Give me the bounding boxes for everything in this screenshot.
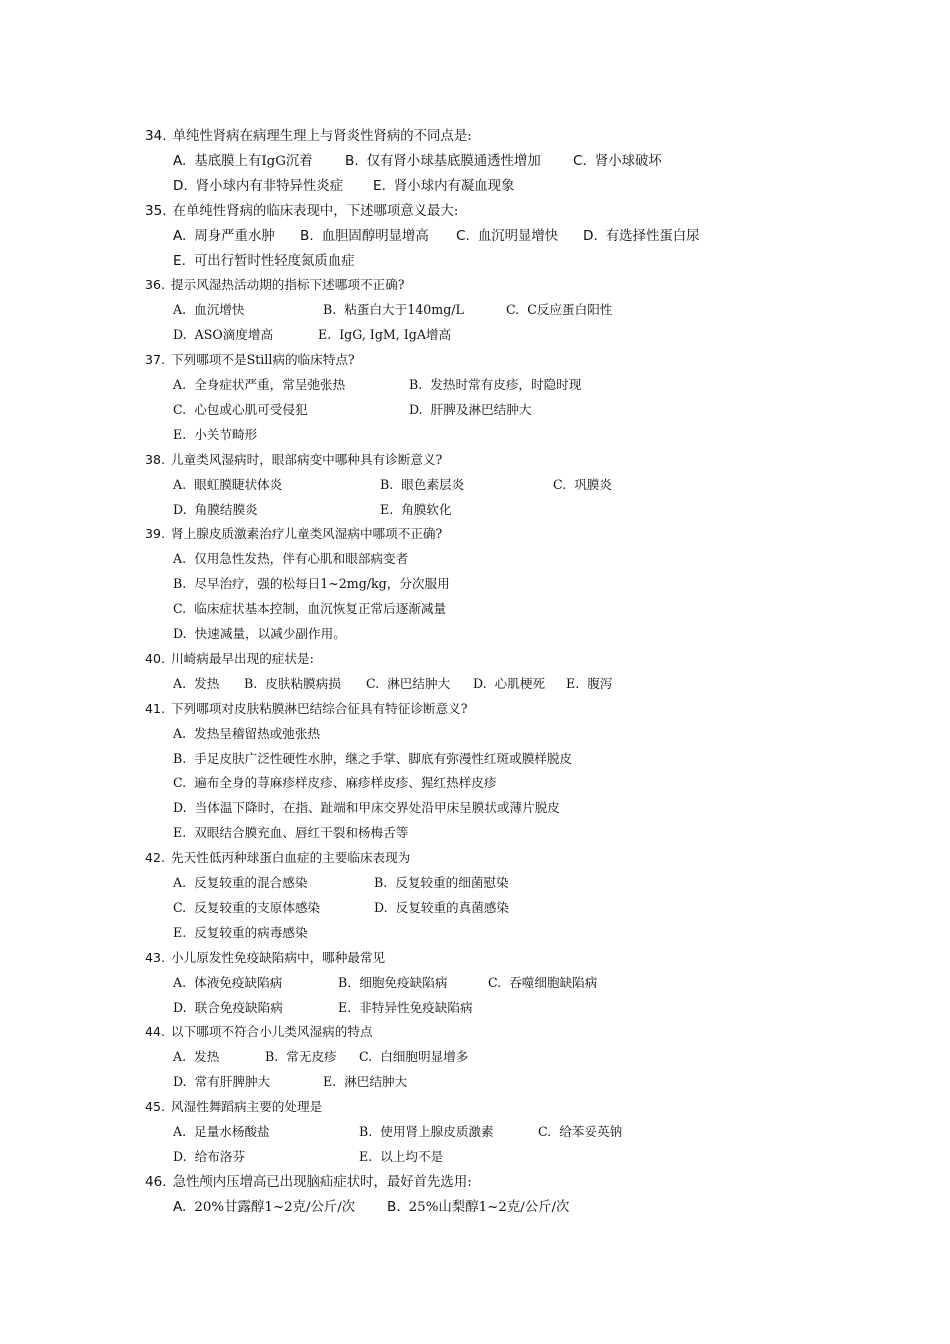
answer-option[interactable] xyxy=(173,725,320,743)
option-label: D. xyxy=(173,1149,187,1164)
option-label: C. xyxy=(506,302,520,317)
option-label: C. xyxy=(573,153,587,169)
answer-option[interactable] xyxy=(173,899,320,917)
option-text: 白细胞明显增多 xyxy=(380,1049,469,1064)
option-label: C. xyxy=(366,676,380,691)
option-label: B. xyxy=(387,1199,401,1215)
option-text: 心包或心肌可受侵犯 xyxy=(194,402,308,417)
answer-option[interactable] xyxy=(359,1123,494,1141)
answer-option[interactable] xyxy=(323,301,464,319)
option-text: 尽早治疗，强的松每日1~2mg/kg，分次服用 xyxy=(194,576,450,591)
answer-option[interactable] xyxy=(359,1048,468,1066)
option-text: 反复较重的病毒感染 xyxy=(194,925,308,940)
question-stem xyxy=(145,451,442,469)
question-number: 41. xyxy=(145,701,166,716)
option-label: C. xyxy=(173,775,187,790)
option-label: D. xyxy=(173,800,187,815)
question-text: 川崎病最早出现的症状是: xyxy=(171,651,314,666)
option-label: D. xyxy=(173,1000,187,1015)
option-text: 发热呈稽留热或弛张热 xyxy=(194,726,321,741)
option-label: E. xyxy=(380,502,394,517)
answer-option[interactable] xyxy=(345,152,541,171)
option-text: 血沉增快 xyxy=(194,302,245,317)
option-text: 肾小球内有凝血现象 xyxy=(393,179,515,194)
question-stem xyxy=(145,849,410,867)
answer-option[interactable] xyxy=(173,799,560,817)
answer-option[interactable] xyxy=(366,675,450,693)
option-text: 肾小球内有非特异性炎症 xyxy=(195,179,344,194)
option-label: E. xyxy=(323,1074,337,1089)
option-label: E. xyxy=(173,925,187,940)
option-text: 血沉明显增快 xyxy=(477,229,559,244)
option-label: B. xyxy=(300,228,314,244)
question-stem xyxy=(145,202,458,220)
option-label: B. xyxy=(409,377,423,392)
option-label: B. xyxy=(265,1049,279,1064)
answer-option[interactable] xyxy=(553,476,612,494)
option-text: 细胞免疫缺陷病 xyxy=(359,975,448,990)
answer-option[interactable] xyxy=(583,227,700,246)
answer-option[interactable] xyxy=(566,675,612,693)
option-label: D. xyxy=(173,502,187,517)
option-text: 反复较重的支原体感染 xyxy=(194,900,321,915)
option-label: C. xyxy=(488,975,502,990)
option-text: 给苯妥英钠 xyxy=(559,1124,623,1139)
answer-option[interactable] xyxy=(488,974,597,992)
answer-option[interactable] xyxy=(173,924,308,942)
option-label: B. xyxy=(359,1124,373,1139)
answer-option[interactable] xyxy=(173,1073,270,1091)
option-label: B. xyxy=(380,477,394,492)
question-number: 46. xyxy=(145,1174,167,1190)
question-text: 小儿原发性免疫缺陷病中，哪种最常见 xyxy=(171,950,386,965)
option-label: E. xyxy=(173,825,187,840)
answer-option[interactable] xyxy=(338,999,473,1017)
option-text: 淋巴结肿大 xyxy=(344,1074,408,1089)
option-label: E. xyxy=(318,327,332,342)
option-label: B. xyxy=(323,302,337,317)
option-label: D. xyxy=(173,327,187,342)
option-text: 反复较重的混合感染 xyxy=(194,875,308,890)
option-text: 常有肝脾肿大 xyxy=(194,1074,271,1089)
question-text: 儿童类风湿病时，眼部病变中哪种具有诊断意义? xyxy=(171,452,443,467)
option-label: B. xyxy=(345,153,359,169)
answer-option[interactable] xyxy=(409,376,581,394)
answer-option[interactable] xyxy=(374,874,509,892)
option-text: 角膜软化 xyxy=(401,502,452,517)
option-text: 发热 xyxy=(194,676,220,691)
answer-option[interactable] xyxy=(323,1073,407,1091)
answer-option[interactable] xyxy=(173,675,219,693)
answer-option[interactable] xyxy=(173,252,355,271)
answer-option[interactable] xyxy=(173,476,282,494)
option-text: 临床症状基本控制，血沉恢复正常后逐渐减量 xyxy=(194,601,447,616)
question-text: 风湿性舞蹈病主要的处理是 xyxy=(171,1099,323,1114)
answer-option[interactable] xyxy=(173,1198,355,1217)
option-label: D. xyxy=(409,402,423,417)
option-text: 发热时常有皮疹，时隐时现 xyxy=(430,377,582,392)
question-text: 下列哪项不是Still病的临床特点? xyxy=(171,352,355,367)
question-text: 提示风湿热活动期的指标下述哪项不正确? xyxy=(171,277,405,292)
option-label: A. xyxy=(173,1049,187,1064)
question-stem xyxy=(145,949,385,967)
answer-option[interactable] xyxy=(173,376,345,394)
option-text: C反应蛋白阳性 xyxy=(527,302,613,317)
option-text: 体液免疫缺陷病 xyxy=(194,975,283,990)
option-label: A. xyxy=(173,551,187,566)
option-text: 常无皮疹 xyxy=(286,1049,337,1064)
option-label: C. xyxy=(359,1049,373,1064)
answer-option[interactable] xyxy=(538,1123,622,1141)
option-text: 反复较重的细菌慰染 xyxy=(395,875,509,890)
question-text: 先天性低丙种球蛋白血症的主要临床表现为 xyxy=(171,850,411,865)
answer-option[interactable] xyxy=(173,401,308,419)
option-text: 非特异性免疫缺陷病 xyxy=(359,1000,473,1015)
option-text: 眼色素层炎 xyxy=(401,477,465,492)
option-text: 眼虹膜睫状体炎 xyxy=(194,477,283,492)
answer-option[interactable] xyxy=(173,301,244,319)
option-label: D. xyxy=(374,900,388,915)
answer-option[interactable] xyxy=(173,177,343,196)
option-label: E. xyxy=(566,676,580,691)
answer-option[interactable] xyxy=(244,675,341,693)
option-text: ASO滴度增高 xyxy=(194,327,274,342)
answer-option[interactable] xyxy=(173,426,257,444)
question-stem xyxy=(145,525,442,543)
option-text: 全身症状严重，常呈弛张热 xyxy=(194,377,346,392)
option-text: 手足皮肤广泛性硬性水肿，继之手掌、脚底有弥漫性红斑或膜样脱皮 xyxy=(194,751,573,766)
option-label: A. xyxy=(173,875,187,890)
option-label: E. xyxy=(373,178,386,194)
option-label: B. xyxy=(338,975,352,990)
option-text: 吞噬细胞缺陷病 xyxy=(509,975,598,990)
answer-option[interactable] xyxy=(573,152,662,171)
answer-option[interactable] xyxy=(473,675,545,693)
option-text: 有选择性蛋白尿 xyxy=(605,229,700,244)
option-label: C. xyxy=(553,477,567,492)
answer-option[interactable] xyxy=(456,227,558,246)
option-text: 当体温下降时，在指、趾端和甲床交界处沿甲床呈膜状或薄片脱皮 xyxy=(194,800,560,815)
answer-option[interactable] xyxy=(506,301,612,319)
question-text: 单纯性肾病在病理生理上与肾炎性肾病的不同点是: xyxy=(172,129,472,144)
question-number: 39. xyxy=(145,526,166,541)
option-text: 快速减量，以减少副作用。 xyxy=(194,626,346,641)
option-text: 反复较重的真菌感染 xyxy=(395,900,509,915)
answer-option[interactable] xyxy=(409,401,531,419)
answer-option[interactable] xyxy=(338,974,447,992)
question-stem xyxy=(145,1098,322,1116)
option-text: 双眼结合膜充血、唇红干裂和杨梅舌等 xyxy=(194,825,409,840)
option-text: 血胆固醇明显增高 xyxy=(321,229,429,244)
option-text: 20%甘露醇1~2克/公斤/次 xyxy=(194,1200,356,1215)
answer-option[interactable] xyxy=(173,550,408,568)
option-text: 基底膜上有IgG沉着 xyxy=(194,154,313,169)
option-label: D. xyxy=(173,178,188,194)
answer-option[interactable] xyxy=(173,600,446,618)
question-number: 38. xyxy=(145,452,166,467)
question-number: 43. xyxy=(145,950,166,965)
option-text: 小关节畸形 xyxy=(194,427,258,442)
option-text: 周身严重水肿 xyxy=(194,229,275,244)
question-number: 40. xyxy=(145,651,166,666)
question-number: 36. xyxy=(145,277,166,292)
answer-option[interactable] xyxy=(387,1198,569,1217)
option-label: C. xyxy=(173,900,187,915)
option-text: 发热 xyxy=(194,1049,220,1064)
answer-option[interactable] xyxy=(173,501,258,519)
answer-option[interactable] xyxy=(373,177,514,196)
question-number: 35. xyxy=(145,203,167,219)
option-label: E. xyxy=(338,1000,352,1015)
question-stem xyxy=(145,276,404,294)
question-stem xyxy=(145,1173,472,1191)
answer-option[interactable] xyxy=(173,1048,219,1066)
answer-option[interactable] xyxy=(374,899,509,917)
answer-option[interactable] xyxy=(173,326,273,344)
option-text: 淋巴结肿大 xyxy=(387,676,451,691)
question-number: 37. xyxy=(145,352,166,367)
option-text: 以上均不是 xyxy=(380,1149,444,1164)
question-text: 急性颅内压增高已出现脑疝症状时，最好首先选用: xyxy=(172,1175,472,1190)
answer-option[interactable] xyxy=(173,575,450,593)
option-text: 肾小球破坏 xyxy=(594,154,662,169)
option-text: 腹泻 xyxy=(587,676,613,691)
option-label: D. xyxy=(583,228,598,244)
option-text: 皮肤粘膜病损 xyxy=(265,676,341,691)
option-label: D. xyxy=(173,626,187,641)
option-label: A. xyxy=(173,477,187,492)
option-text: 联合免疫缺陷病 xyxy=(194,1000,283,1015)
option-label: A. xyxy=(173,726,187,741)
option-label: A. xyxy=(173,975,187,990)
answer-option[interactable] xyxy=(173,750,572,768)
question-stem xyxy=(145,1023,373,1041)
question-text: 肾上腺皮质激素治疗儿童类风湿病中哪项不正确? xyxy=(171,526,443,541)
answer-option[interactable] xyxy=(173,974,282,992)
option-text: 仅用急性发热，伴有心肌和眼部病变者 xyxy=(194,551,409,566)
answer-option[interactable] xyxy=(173,774,496,792)
option-label: C. xyxy=(456,228,470,244)
option-label: B. xyxy=(374,875,388,890)
option-label: C. xyxy=(173,402,187,417)
option-label: E. xyxy=(173,253,186,269)
question-stem xyxy=(145,650,314,668)
option-label: A. xyxy=(173,1124,187,1139)
option-text: 粘蛋白大于140mg/L xyxy=(344,302,464,317)
answer-option[interactable] xyxy=(173,152,313,171)
question-stem xyxy=(145,127,472,145)
option-label: B. xyxy=(173,751,187,766)
answer-option[interactable] xyxy=(173,874,307,892)
question-number: 45. xyxy=(145,1099,166,1114)
answer-option[interactable] xyxy=(173,999,283,1017)
option-text: 遍布全身的荨麻疹样皮疹、麻疹样皮疹、猩红热样皮疹 xyxy=(194,775,497,790)
option-label: A. xyxy=(173,676,187,691)
option-label: A. xyxy=(173,377,187,392)
option-label: C. xyxy=(538,1124,552,1139)
answer-option[interactable] xyxy=(359,1148,443,1166)
answer-option[interactable] xyxy=(173,1123,270,1141)
answer-option[interactable] xyxy=(318,326,451,344)
option-text: 肝脾及淋巴结肿大 xyxy=(430,402,532,417)
option-text: 心肌梗死 xyxy=(494,676,546,691)
option-text: 可出行暂时性轻度氮质血症 xyxy=(193,254,355,269)
option-text: 使用肾上腺皮质激素 xyxy=(380,1124,494,1139)
option-label: A. xyxy=(173,302,187,317)
answer-option[interactable] xyxy=(380,501,452,519)
option-text: 足量水杨酸盐 xyxy=(194,1124,270,1139)
option-text: 25%山梨醇1~2克/公斤/次 xyxy=(408,1200,570,1215)
question-text: 以下哪项不符合小儿类风湿病的特点 xyxy=(171,1024,373,1039)
option-label: A. xyxy=(173,228,187,244)
option-label: A. xyxy=(173,1199,187,1215)
question-number: 42. xyxy=(145,850,166,865)
option-label: E. xyxy=(359,1149,373,1164)
answer-option[interactable] xyxy=(265,1048,337,1066)
question-stem xyxy=(145,700,467,718)
option-text: IgG, IgM, IgA增高 xyxy=(339,327,452,342)
answer-option[interactable] xyxy=(173,824,408,842)
option-text: 仅有肾小球基底膜通透性增加 xyxy=(366,154,541,169)
answer-option[interactable] xyxy=(380,476,464,494)
option-label: D. xyxy=(473,676,487,691)
option-label: B. xyxy=(173,576,187,591)
question-number: 44. xyxy=(145,1024,166,1039)
answer-option[interactable] xyxy=(173,227,275,246)
answer-option[interactable] xyxy=(173,1148,245,1166)
option-label: C. xyxy=(173,601,187,616)
answer-option[interactable] xyxy=(300,227,429,246)
question-stem xyxy=(145,351,355,369)
option-label: E. xyxy=(173,427,187,442)
answer-option[interactable] xyxy=(173,625,346,643)
question-text: 下列哪项对皮肤粘膜淋巴结综合征具有特征诊断意义? xyxy=(171,701,468,716)
option-label: A. xyxy=(173,153,187,169)
question-text: 在单纯性肾病的临床表现中，下述哪项意义最大: xyxy=(172,204,459,219)
option-label: D. xyxy=(173,1074,187,1089)
option-text: 角膜结膜炎 xyxy=(194,502,258,517)
question-number: 34. xyxy=(145,128,167,144)
option-text: 巩膜炎 xyxy=(574,477,612,492)
option-label: B. xyxy=(244,676,258,691)
option-text: 给布洛芬 xyxy=(194,1149,246,1164)
